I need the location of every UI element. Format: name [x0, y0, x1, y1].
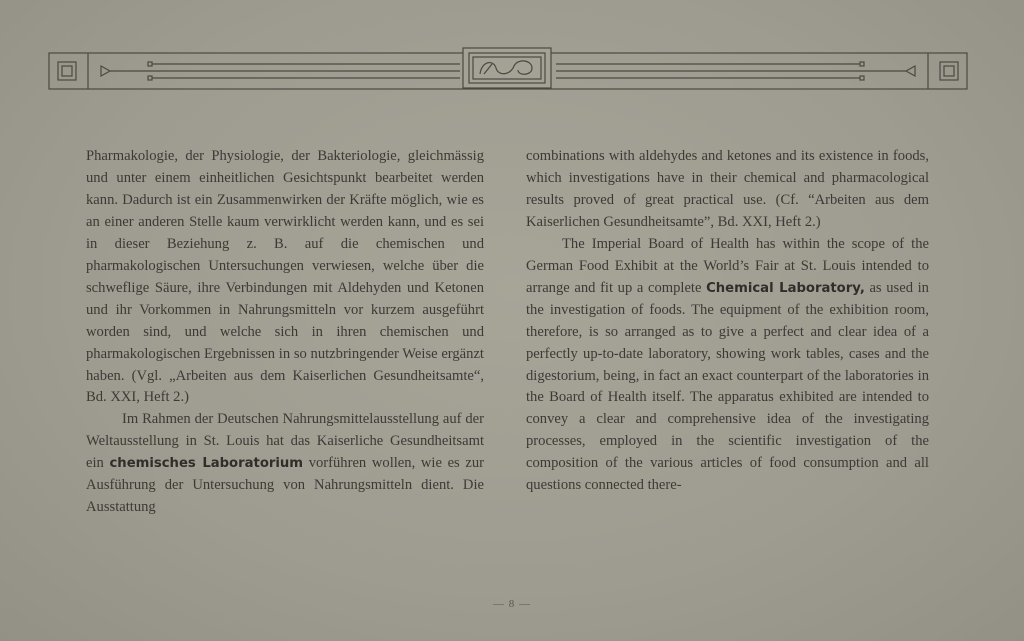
english-text-column — [526, 146, 929, 497]
english-paragraph-2 — [526, 234, 929, 497]
english-paragraph-2-end: as used in the investigation of foods. The equipment of the exhibition room, therefore, is so arranged as to give a perfect and clear idea of a perfectly up-to-date laboratory, showing work tables, cases and the digestorium, being, in fact an exact counterpart of the laboratories in the Board of Health itself. The apparatus exhibited are intended to convey a clear and comprehensive idea of the investigating processes, employed in the scientific investigation of the composition of the various articles of food consumption and all questions connected there- — [526, 279, 929, 494]
german-text-column — [86, 146, 484, 519]
german-paragraph-2 — [86, 409, 484, 519]
german-paragraph-1: Pharmakologie, der Physiologie, der Bakteriologie, gleichmässig und unter einem einheitlichen Gesichtspunkt bearbeitet werden kann. Dadurch ist ein Zusammenwirken der Kräfte möglich, wie es an einer anderen Stelle kaum verwirklicht werden kann, und es sei in dieser Beziehung z. B. auf die chemischen und pharmakologischen Untersuchungen verwiesen, welche über die schweflige Säure, ihre Verbindungen mit Aldehyden und Ketonen und ihr Vorkommen in Nahrungsmitteln vor kurzem ausgeführt worden sind, und welche sich in ihren chemischen und pharmakologischen Ergebnissen in so nutzbringender Weise ergänzt haben. (Vgl. „Arbeiten aus dem Kaiserlichen Gesundheitsamte“, Bd. XXI, Heft 2.) — [86, 148, 484, 406]
german-bold-term: chemisches Laboratorium — [109, 456, 304, 472]
english-paragraph-2-start: The Imperial Board of Health has within the scope of the German Food Exhibit at the World’s Fair at St. Louis intended to arrange and fit up a complete — [526, 235, 929, 296]
german-paragraph-2-start: Im Rahmen der Deutschen Nahrungsmittelausstellung auf der Weltausstellung in St. Louis hat das Kaiserliche Gesundheitsamt ein — [86, 411, 484, 472]
header-ornament — [48, 46, 968, 90]
english-bold-term: Chemical Laboratory, — [706, 280, 865, 296]
german-paragraph-2-end: vorführen wollen, wie es zur Ausführung der Untersuchung von Nahrungsmitteln dient. Die Ausstattung — [86, 455, 484, 516]
page-number: — 8 — — [493, 598, 531, 610]
english-paragraph-1: combinations with aldehydes and ketones and its existence in foods, which investigations have in their chemical and pharmacological results proved of great practical use. (Cf. “Arbeiten aus dem Kaiserlichen Gesundheitsamte”, Bd. XXI, Heft 2.) — [526, 148, 929, 230]
